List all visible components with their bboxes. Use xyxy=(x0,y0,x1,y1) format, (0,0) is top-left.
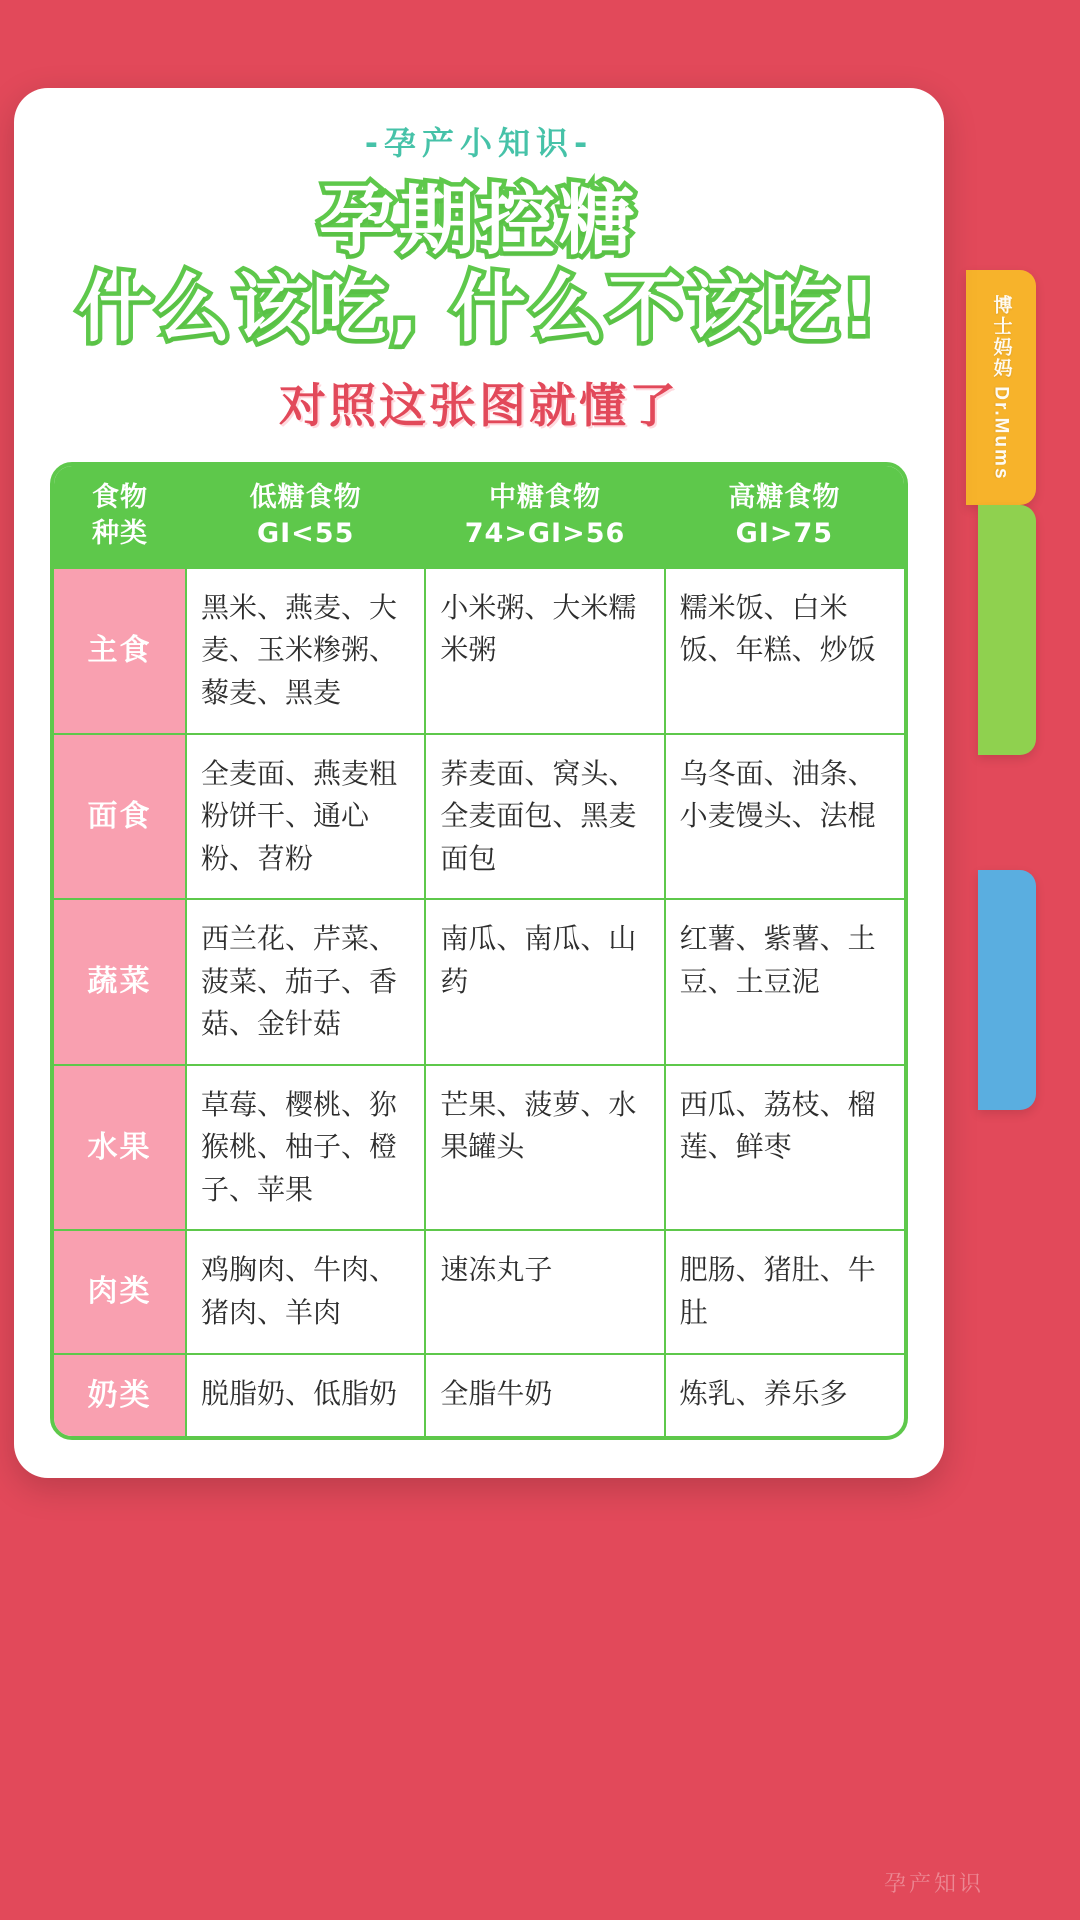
side-tab-green[interactable] xyxy=(978,505,1036,755)
row-category: 蔬菜 xyxy=(54,899,186,1065)
cell-low: 草莓、樱桃、狝猴桃、柚子、橙子、苹果 xyxy=(186,1065,425,1231)
cell-high: 炼乳、养乐多 xyxy=(665,1354,904,1437)
row-category: 面食 xyxy=(54,734,186,900)
column-header-low-line2: GI<55 xyxy=(256,518,355,550)
cell-high: 乌冬面、油条、小麦馒头、法棍 xyxy=(665,734,904,900)
table-row xyxy=(54,1354,904,1437)
column-header-high xyxy=(665,466,904,568)
cell-medium: 荞麦面、窝头、全麦面包、黑麦面包 xyxy=(425,734,664,900)
row-category: 主食 xyxy=(54,568,186,734)
page-title xyxy=(50,176,908,353)
table-header-row xyxy=(54,466,904,568)
table-row xyxy=(54,1065,904,1231)
cell-high: 西瓜、荔枝、榴莲、鲜枣 xyxy=(665,1065,904,1231)
cell-low: 脱脂奶、低脂奶 xyxy=(186,1354,425,1437)
page-subtitle: 对照这张图就懂了 xyxy=(279,378,679,434)
cell-high: 红薯、紫薯、土豆、土豆泥 xyxy=(665,899,904,1065)
column-header-category-line1: 食物 xyxy=(92,481,148,513)
title-line-2: 什么该吃, 什么不该吃! xyxy=(78,265,880,352)
cell-low: 鸡胸肉、牛肉、猪肉、羊肉 xyxy=(186,1230,425,1353)
table-row xyxy=(54,1230,904,1353)
gi-food-table xyxy=(50,462,908,1440)
table-row xyxy=(54,568,904,734)
cell-medium: 速冻丸子 xyxy=(425,1230,664,1353)
row-category: 水果 xyxy=(54,1065,186,1231)
cell-low: 黑米、燕麦、大麦、玉米糁粥、藜麦、黑麦 xyxy=(186,568,425,734)
column-header-high-line1: 高糖食物 xyxy=(728,481,841,513)
cell-medium: 芒果、菠萝、水果罐头 xyxy=(425,1065,664,1231)
side-tab-yellow-label: 博士妈妈 Dr.Mums xyxy=(990,294,1012,481)
watermark-text: 孕产知识 xyxy=(883,1872,984,1897)
cell-medium: 小米粥、大米糯米粥 xyxy=(425,568,664,734)
column-header-category xyxy=(54,466,186,568)
title-line-1: 孕期控糖 xyxy=(319,176,639,265)
side-tab-yellow[interactable] xyxy=(966,270,1036,505)
cell-medium: 南瓜、南瓜、山药 xyxy=(425,899,664,1065)
side-tab-blue[interactable] xyxy=(978,870,1036,1110)
cell-medium: 全脂牛奶 xyxy=(425,1354,664,1437)
cell-low: 全麦面、燕麦粗粉饼干、通心粉、苕粉 xyxy=(186,734,425,900)
column-header-medium xyxy=(425,466,664,568)
cell-low: 西兰花、芹菜、菠菜、茄子、香菇、金针菇 xyxy=(186,899,425,1065)
column-header-high-line2: GI>75 xyxy=(735,518,834,550)
table-row xyxy=(54,734,904,900)
table-row xyxy=(54,899,904,1065)
cell-high: 糯米饭、白米饭、年糕、炒饭 xyxy=(665,568,904,734)
row-category: 肉类 xyxy=(54,1230,186,1353)
cell-high: 肥肠、猪肚、牛肚 xyxy=(665,1230,904,1353)
poster-card xyxy=(14,88,944,1478)
eyebrow-text: -孕产小知识- xyxy=(364,124,594,162)
column-header-medium-line1: 中糖食物 xyxy=(488,481,601,513)
column-header-medium-line2: 74>GI>56 xyxy=(464,518,626,550)
column-header-category-line2: 种类 xyxy=(92,518,148,550)
column-header-low xyxy=(186,466,425,568)
row-category: 奶类 xyxy=(54,1354,186,1437)
column-header-low-line1: 低糖食物 xyxy=(249,481,362,513)
